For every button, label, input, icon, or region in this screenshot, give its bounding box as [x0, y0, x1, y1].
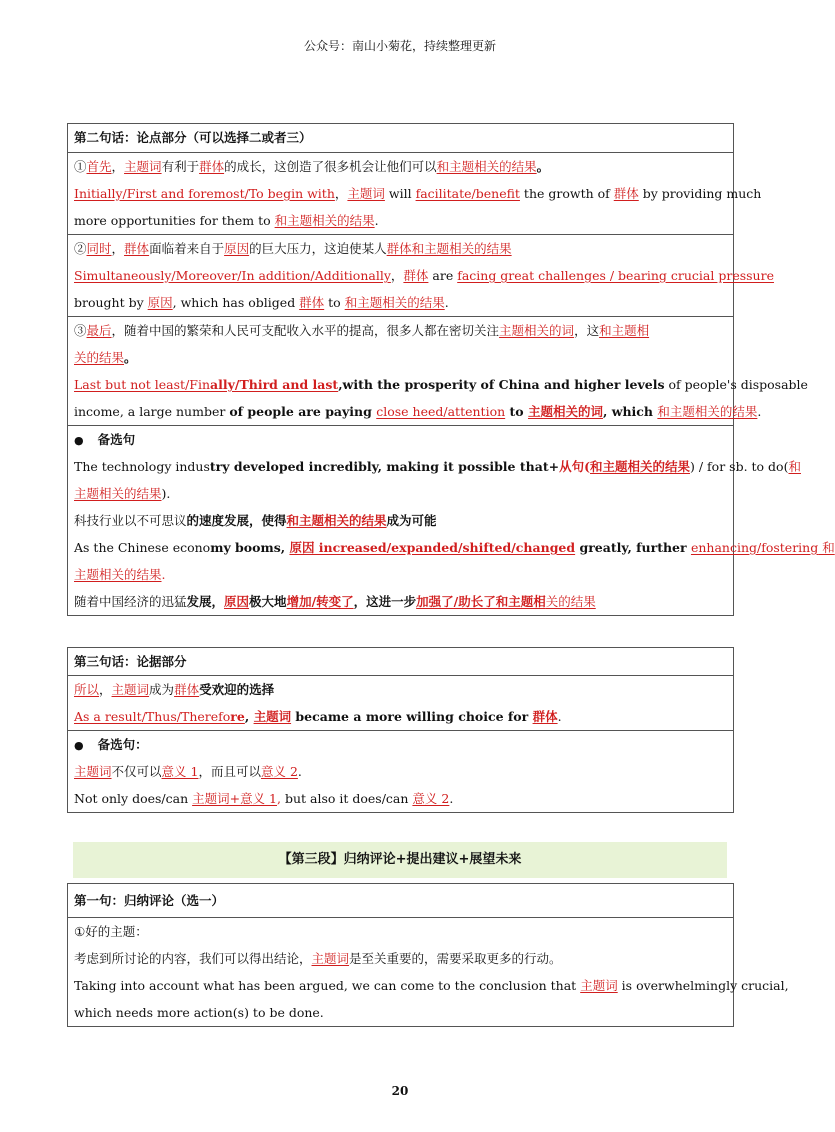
alt-2-chinese: 随着中国经济的迅猛发展，原因极大地增加/转变了，这进一步加强了/助长了和主题相关的结果 [74, 594, 596, 609]
evidence-alt-chinese: 主题词不仅可以意义 1，而且可以意义 2. [74, 764, 302, 779]
argument-option-2 [68, 234, 774, 316]
summary-good-topic [68, 917, 789, 1026]
evidence-main [68, 675, 733, 730]
good-topic-label: ①好的主题： [74, 924, 148, 939]
option-3-chinese-line-2: 关的结果。 [74, 350, 137, 365]
argument-option-3 [68, 316, 808, 425]
alt-2-english-line-1: As the Chinese economy booms, 原因 increased/expanded/shifted/changed greatly, further enhancing/fostering 和 [74, 540, 835, 555]
good-topic-english-line-2: which needs more action(s) to be done. [74, 1005, 324, 1020]
section-banner: 【第三段】归纳评论+提出建议+展望未来 [73, 842, 727, 878]
option-1-english-line-2: more opportunities for them to 和主题相关的结果. [74, 213, 379, 228]
summary-table-header [68, 884, 733, 917]
option-1-chinese: ①首先，主题词有利于群体的成长，这创造了很多机会让他们可以和主题相关的结果。 [74, 159, 550, 174]
option-3-english-line-2: income, a large number of people are paying close heed/attention to 主题相关的词, which 和主题相关的结果. [74, 404, 762, 419]
argument-option-1 [68, 152, 762, 234]
option-2-english-line-1: Simultaneously/Moreover/In addition/Additionally，群体 are facing great challenges / bearing crucial pressure [74, 268, 774, 283]
evidence-chinese: 所以，主题词成为群体受欢迎的选择 [74, 682, 275, 697]
summary-table-title: 第一句：归纳评论（选一） [74, 893, 225, 908]
option-3-chinese-line-1: ③最后，随着中国的繁荣和人民可支配收入水平的提高，很多人都在密切关注主题相关的词，这和主题相 [74, 323, 650, 338]
good-topic-english-line-1: Taking into account what has been argued, we can come to the conclusion that 主题词 is overwhelmingly crucial, [74, 978, 789, 993]
argument-table [67, 123, 835, 616]
option-2-chinese: ②同时，群体面临着来自于原因的巨大压力，这迫使某人群体和主题相关的结果 [74, 241, 512, 256]
evidence-table-header [68, 648, 733, 675]
alternative-sentences-title: ● 备选句 [74, 426, 727, 453]
good-topic-chinese: 考虑到所讨论的内容，我们可以得出结论，主题词是至关重要的，需要采取更多的行动。 [74, 951, 562, 966]
alt-2-english-line-2: 主题相关的结果. [74, 567, 166, 582]
evidence-english: As a result/Thus/Therefore, 主题词 became a more willing choice for 群体. [74, 709, 562, 724]
evidence-alt-english: Not only does/can 主题词+意义 1, but also it does/can 意义 2. [74, 791, 454, 806]
evidence-alternatives [68, 730, 733, 812]
page-number: 20 [391, 1084, 409, 1098]
alt-1-english-line-2: 主题相关的结果). [74, 486, 171, 501]
page-header: 公众号：南山小菊花，持续整理更新 [303, 39, 496, 53]
evidence-alternatives-title: ● 备选句： [74, 731, 727, 758]
evidence-table-title: 第三句话：论据部分 [74, 654, 187, 669]
argument-table-header [68, 124, 733, 152]
alt-1-english-line-1: The technology industry developed incredibly, making it possible that+从句(和主题相关的结果) / for sb. to do(和 [74, 459, 801, 474]
option-1-english-line-1: Initially/First and foremost/To begin with，主题词 will facilitate/benefit the growth of 群体 by providing much [74, 186, 762, 201]
alt-1-chinese: 科技行业以不可思议的速度发展，使得和主题相关的结果成为可能 [74, 513, 437, 528]
option-2-english-line-2: brought by 原因, which has obliged 群体 to 和主题相关的结果. [74, 295, 449, 310]
summary-table [67, 883, 789, 1027]
option-3-english-line-1: Last but not least/Finally/Third and last,with the prosperity of China and higher levels of people's disposable [74, 377, 808, 392]
alternative-sentences [68, 425, 835, 615]
argument-table-title: 第二句话：论点部分（可以选择二或者三） [74, 130, 312, 145]
evidence-table [67, 647, 734, 813]
